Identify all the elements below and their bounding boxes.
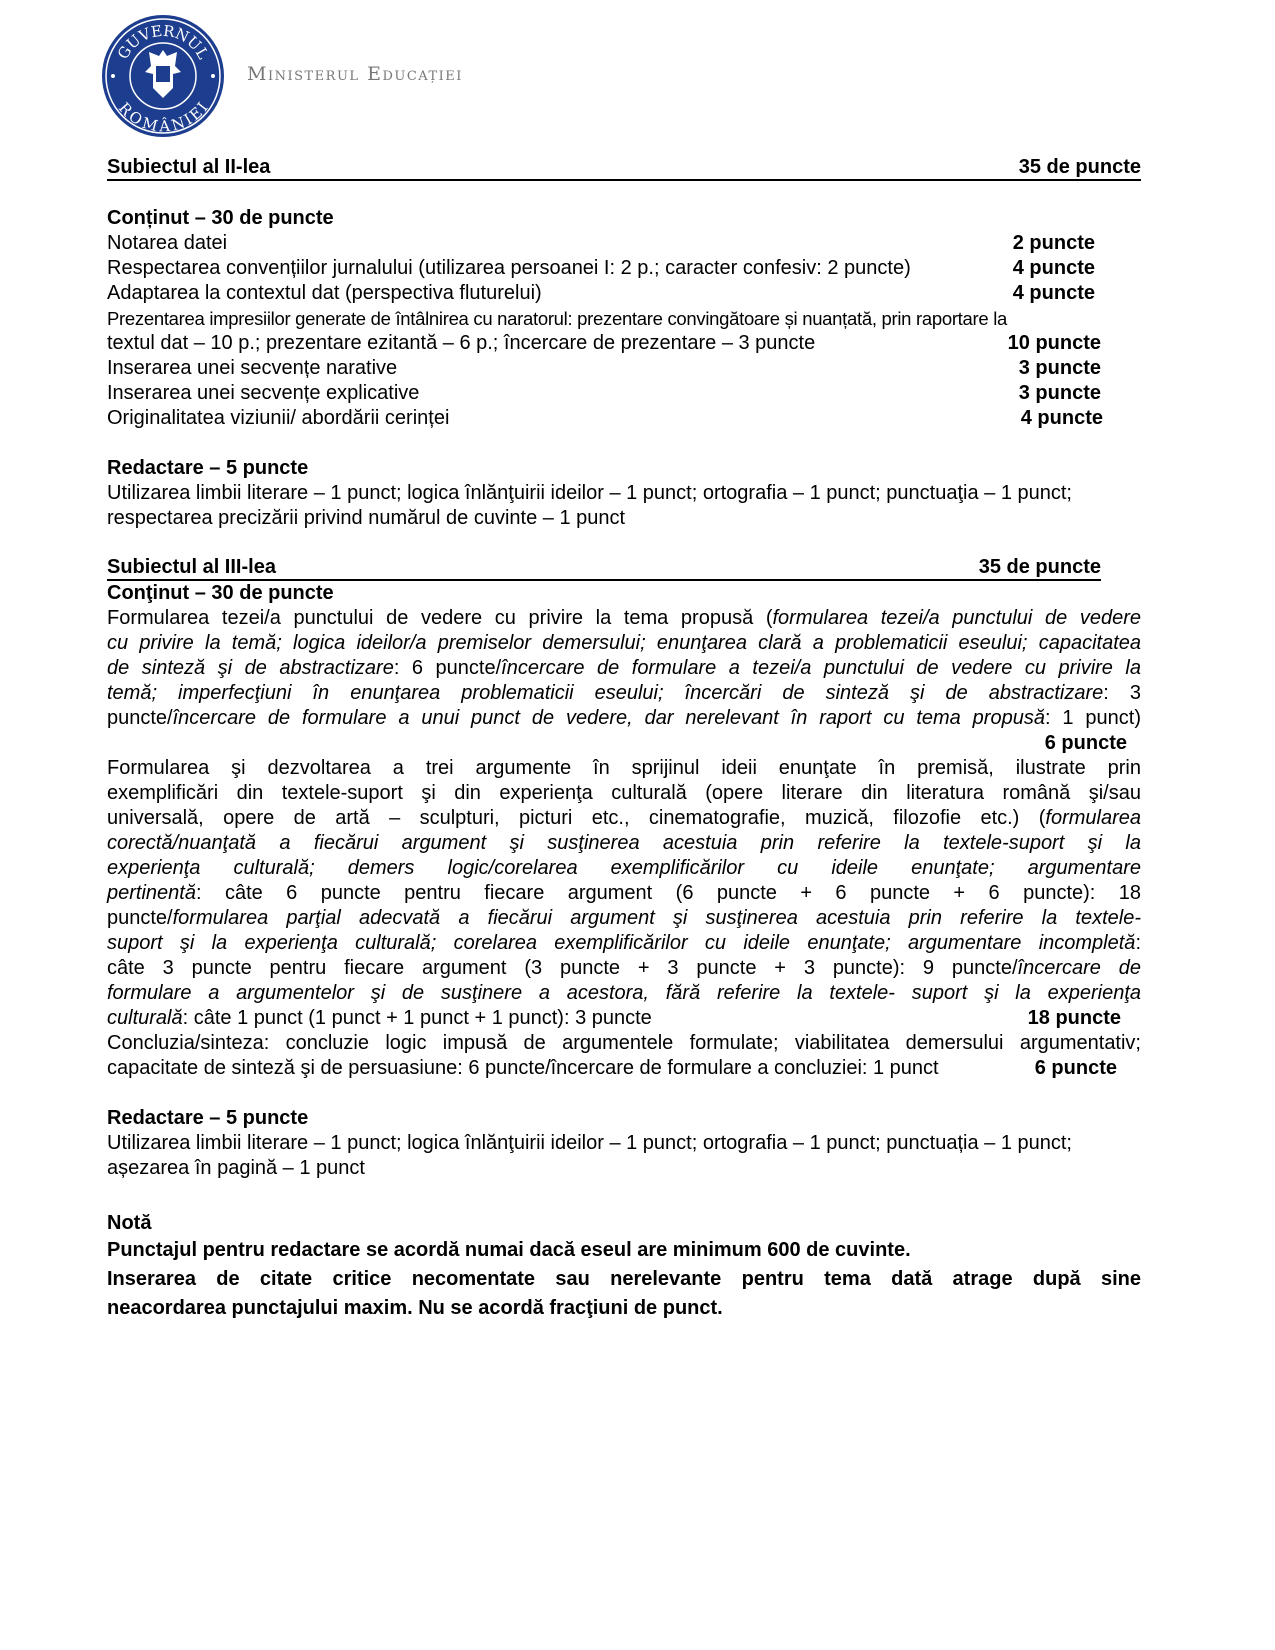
criterion-row xyxy=(107,381,1141,406)
italic-text: formularea parţial adecvată a fiecărui argument şi susţinerea acestuia prin referire la textele- xyxy=(172,907,1141,929)
text: Concluzia/sinteza: concluzie logic impusă de argumentele formulate; viabilitatea demersului argumentativ; xyxy=(107,1032,1141,1054)
redactare-heading: Redactare – 5 puncte xyxy=(107,457,309,479)
criterion-points: 3 puncte xyxy=(1018,382,1101,404)
paragraph-line xyxy=(107,706,1141,731)
text: : câte 6 puncte pentru fiecare argument (6 puncte + 6 puncte + 6 puncte): 18 xyxy=(195,882,1141,904)
scoring-document xyxy=(107,156,1141,1323)
criterion-text: Prezentarea impresiilor generate de întâlnirea cu naratorul: prezentare convingătoare și nuanțată, prin raportare la xyxy=(107,308,1007,329)
italic-text: încercare de xyxy=(1017,957,1142,979)
criterion-row xyxy=(107,256,1141,281)
text xyxy=(107,1006,652,1031)
criterion-points: 4 puncte xyxy=(1012,282,1095,304)
italic-text: formulare a argumentelor şi de susţinere a acestora, fără referire la textele- suport şi la experienţa xyxy=(107,982,1141,1004)
criterion-row xyxy=(107,231,1141,256)
italic-text: culturală xyxy=(107,1007,183,1029)
italic-text: încercare de formulare a unui punct de vedere, dar nerelevant în raport cu tema propusă xyxy=(172,707,1045,729)
text: Formularea tezei/a punctului de vedere cu privire la tema propusă ( xyxy=(107,607,773,629)
criterion-text: Notarea datei xyxy=(107,232,228,254)
criterion-points: 6 puncte xyxy=(1044,732,1127,754)
text: capacitate de sinteză şi de persuasiune: 6 puncte/încercare de formulare a concluziei: 1 punct xyxy=(107,1057,939,1079)
section-title: Subiectul al III-lea xyxy=(107,556,276,578)
redactare-text: respectarea precizării privind numărul de cuvinte – 1 punct xyxy=(107,507,626,529)
paragraph-line xyxy=(107,781,1141,806)
content-heading: Conținut – 30 de puncte xyxy=(107,207,334,229)
redactare-text: așezarea în pagină – 1 punct xyxy=(107,1157,365,1179)
italic-text: formularea xyxy=(1045,807,1141,829)
section-heading-subject-3 xyxy=(107,556,1101,581)
paragraph-line xyxy=(107,656,1141,681)
criterion-text: Adaptarea la contextul dat (perspectiva fluturelui) xyxy=(107,282,542,304)
italic-text: de sinteză şi de abstractizare xyxy=(107,657,394,679)
italic-text: experienţa culturală; demers logic/corelarea exemplificărilor cu ideile enunţate; argumentare xyxy=(107,857,1141,879)
criterion-points: 3 puncte xyxy=(1018,357,1101,379)
text: puncte/ xyxy=(107,707,173,729)
text: câte 3 puncte pentru fiecare argument (3 puncte + 3 puncte + 3 puncte): 9 puncte/ xyxy=(107,957,1018,979)
criterion-text: Inserarea unei secvențe narative xyxy=(107,357,398,379)
italic-text: suport şi la experienţa culturală; corelarea exemplificărilor cu ideile enunţate; argumentare incompletă xyxy=(107,932,1136,954)
text: puncte/ xyxy=(107,907,173,929)
text: : câte 1 punct (1 punct + 1 punct + 1 punct): 3 puncte xyxy=(182,1007,652,1029)
text: : xyxy=(1135,932,1141,954)
italic-text: temă; imperfecţiuni în enunţarea problematicii eseului; încercări de sinteză şi de abstractizare xyxy=(107,682,1104,704)
note-text: Punctajul pentru redactare se acordă numai dacă eseul are minimum 600 de cuvinte. xyxy=(107,1239,911,1261)
text: : 1 punct) xyxy=(1044,707,1141,729)
italic-text: cu privire la temă; logica ideilor/a premiselor demersului; enunţarea clară a problematicii eseului; capacitatea xyxy=(107,632,1141,654)
italic-text: corectă/nuanţată a fiecărui argument şi susţinerea acestuia prin referire la textele-suport şi la xyxy=(107,832,1141,854)
content-heading: Conţinut – 30 de puncte xyxy=(107,582,334,604)
note-text: Inserarea de citate critice necomentate sau nerelevante pentru tema dată atrage după sine xyxy=(107,1268,1141,1290)
paragraph-line xyxy=(107,906,1141,931)
criterion-points: 2 puncte xyxy=(1012,232,1095,254)
section-heading-subject-2 xyxy=(107,156,1141,181)
criterion-points: 18 puncte xyxy=(1027,1007,1121,1029)
text: : 6 puncte/ xyxy=(393,657,502,679)
criterion-text: Originalitatea viziunii/ abordării cerinței xyxy=(107,407,450,429)
government-seal-logo xyxy=(101,14,225,138)
ministry-name: Ministerul Educației xyxy=(247,63,463,85)
text: exemplificări din textele-suport şi din experienţa culturală (opere literare din literatura română şi/sau xyxy=(107,782,1141,804)
criterion-points: 4 puncte xyxy=(1020,407,1103,429)
svg-text:ROMÂNIEI: ROMÂNIEI xyxy=(114,98,212,136)
paragraph-line xyxy=(107,881,1141,906)
section-title: Subiectul al II-lea xyxy=(107,156,271,178)
criterion-points: 10 puncte xyxy=(1007,332,1101,354)
criterion-row xyxy=(107,1056,1141,1081)
paragraph-line xyxy=(107,631,1141,656)
paragraph-line xyxy=(107,931,1141,956)
italic-text: pertinentă xyxy=(107,882,196,904)
criterion-points: 4 puncte xyxy=(1012,257,1095,279)
criterion-text: Inserarea unei secvențe explicative xyxy=(107,382,420,404)
redactare-heading: Redactare – 5 puncte xyxy=(107,1107,309,1129)
criterion-row xyxy=(107,406,1141,431)
criterion-row xyxy=(107,281,1141,306)
paragraph-line xyxy=(107,806,1141,831)
paragraph-line xyxy=(107,831,1141,856)
text: Formularea şi dezvoltarea a trei argumente în sprijinul ideii enunţate în premisă, ilustrate prin xyxy=(107,757,1141,779)
text: : 3 xyxy=(1103,682,1141,704)
svg-text:GUVERNUL: GUVERNUL xyxy=(113,21,213,63)
section-points: 35 de puncte xyxy=(978,556,1101,578)
criterion-row xyxy=(107,331,1141,356)
italic-text: încercare de formulare a tezei/a punctului de vedere cu privire la xyxy=(501,657,1141,679)
criterion-text: Respectarea convențiilor jurnalului (utilizarea persoanei I: 2 p.; caracter confesiv: 2 puncte) xyxy=(107,257,911,279)
text: universală, opere de artă – sculpturi, picturi etc., cinematografie, muzică, filozofie etc.) ( xyxy=(107,807,1046,829)
note-heading: Notă xyxy=(107,1212,152,1234)
italic-text: formularea tezei/a punctului de vedere xyxy=(772,607,1141,629)
note-text: neacordarea punctajului maxim. Nu se acordă fracţiuni de punct. xyxy=(107,1297,723,1319)
paragraph-line xyxy=(107,756,1141,781)
criterion-row xyxy=(107,356,1141,381)
paragraph-line xyxy=(107,681,1141,706)
paragraph-line xyxy=(107,606,1141,631)
criterion-points: 6 puncte xyxy=(1034,1057,1117,1079)
redactare-text: Utilizarea limbii literare – 1 punct; logica înlănţuirii ideilor – 1 punct; ortografia – 1 punct; punctuația – 1 punct; xyxy=(107,1132,1072,1154)
section-points: 35 de puncte xyxy=(1018,156,1141,178)
criterion-row xyxy=(107,1006,1141,1031)
paragraph-line xyxy=(107,981,1141,1006)
paragraph-line xyxy=(107,856,1141,881)
redactare-text: Utilizarea limbii literare – 1 punct; logica înlănţuirii ideilor – 1 punct; ortografia – 1 punct; punctuaţia – 1 punct; xyxy=(107,482,1072,504)
paragraph-line xyxy=(107,956,1141,981)
paragraph-line xyxy=(107,1031,1141,1056)
criterion-text: textul dat – 10 p.; prezentare ezitantă – 6 p.; încercare de prezentare – 3 puncte xyxy=(107,332,816,354)
